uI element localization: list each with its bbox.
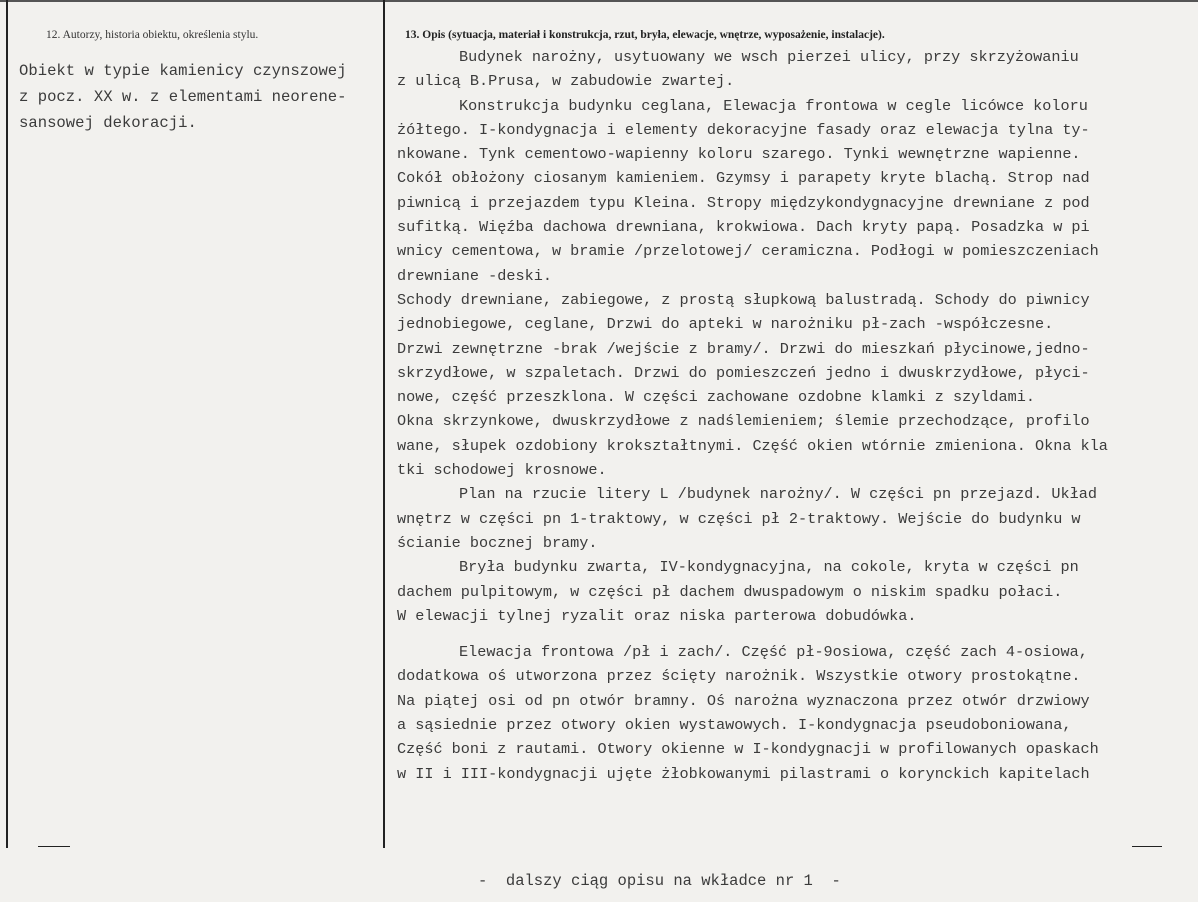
section-13-header: 13. Opis (sytuacja, materiał i konstrukcja, rzut, bryła, elewacje, wnętrze, wyposażenie, instalacje).	[405, 29, 885, 41]
bottom-rule-left	[38, 846, 70, 847]
text-line: ścianie bocznej bramy.	[397, 533, 598, 552]
text-line: Okna skrzynkowe, dwuskrzydłowe z nadślemieniem; ślemie przechodzące, profilo	[397, 412, 1090, 431]
text-line: drewniane -deski.	[397, 266, 552, 285]
text-line: piwnicą i przejazdem typu Kleina. Stropy międzykondygnacyjne drewniane z pod	[397, 193, 1090, 212]
text-line: dodatkowa oś utworzona przez ścięty narożnik. Wszystkie otwory prostokątne.	[397, 667, 1081, 686]
text-line: z ulicą B.Prusa, w zabudowie zwartej.	[397, 72, 735, 91]
text-line: nkowane. Tynk cementowo-wapienny koloru szarego. Tynki wewnętrzne wapienne.	[397, 145, 1081, 164]
paragraph-gap	[397, 628, 1197, 640]
left-border	[6, 0, 8, 848]
continuation-note: - dalszy ciąg opisu na wkładce nr 1 -	[478, 872, 841, 890]
column-divider	[383, 0, 385, 848]
text-line: skrzydłowe, w szpaletach. Drzwi do pomieszczeń jedno i dwuskrzydłowe, płyci-	[397, 363, 1090, 382]
text-line: żółtego. I-kondygnacja i elementy dekoracyjne fasady oraz elewacja tylna ty-	[397, 120, 1090, 139]
text-line: wnętrz w części pn 1-traktowy, w części pł 2-traktowy. Wejście do budynku w	[397, 509, 1081, 528]
section-12-body	[19, 58, 381, 136]
text-line: wane, słupek ozdobiony krokształtnymi. Część okien wtórnie zmieniona. Okna kla	[397, 436, 1108, 455]
bottom-rule-right	[1132, 846, 1162, 847]
text-line: wnicy cementowa, w bramie /przelotowej/ ceramiczna. Podłogi w pomieszczeniach	[397, 242, 1099, 261]
section-13-body	[397, 45, 1197, 786]
text-line: Na piątej osi od pn otwór bramny. Oś narożna wyznaczona przez otwór drzwiowy	[397, 691, 1090, 710]
text-line: Bryła budynku zwarta, IV-kondygnacyjna, na cokole, kryta w części pn	[459, 558, 1079, 577]
text-line: Cokół obłożony ciosanym kamieniem. Gzymsy i parapety kryte blachą. Strop nad	[397, 169, 1090, 188]
text-line: Schody drewniane, zabiegowe, z prostą słupkową balustradą. Schody do piwnicy	[397, 290, 1090, 309]
text-line: Część boni z rautami. Otwory okienne w I-kondygnacji w profilowanych opaskach	[397, 740, 1099, 759]
text-line: Drzwi zewnętrzne -brak /wejście z bramy/. Drzwi do mieszkań płycinowe,jedno-	[397, 339, 1090, 358]
text-line: sansowej dekoracji.	[19, 114, 197, 132]
text-line: a sąsiednie przez otwory okien wystawowych. I-kondygnacja pseudoboniowana,	[397, 716, 1072, 735]
top-border	[0, 0, 1198, 2]
text-line: W elewacji tylnej ryzalit oraz niska parterowa dobudówka.	[397, 606, 917, 625]
text-line: Konstrukcja budynku ceglana, Elewacja frontowa w cegle licówce koloru	[459, 96, 1088, 115]
text-line: w II i III-kondygnacji ujęte żłobkowanymi pilastrami o korynckich kapitelach	[397, 764, 1090, 783]
text-line: Obiekt w typie kamienicy czynszowej	[19, 62, 347, 80]
text-line: sufitką. Więźba dachowa drewniana, krokwiowa. Dach kryty papą. Posadzka w pi	[397, 218, 1090, 237]
text-line: nowe, część przeszklona. W części zachowane ozdobne klamki z szyldami.	[397, 388, 1035, 407]
text-line: jednobiegowe, ceglane, Drzwi do apteki w narożniku pł-zach -współczesne.	[397, 315, 1054, 334]
text-line: tki schodowej krosnowe.	[397, 461, 607, 480]
text-line: Budynek narożny, usytuowany we wsch pierzei ulicy, przy skrzyżowaniu	[459, 48, 1079, 66]
section-12-header: 12. Autorzy, historia obiektu, określenia stylu.	[46, 29, 259, 41]
text-line: Elewacja frontowa /pł i zach/. Część pł-9osiowa, część zach 4-osiowa,	[459, 643, 1088, 662]
text-line: dachem pulpitowym, w części pł dachem dwuspadowym o niskim spadku połaci.	[397, 582, 1063, 601]
text-line: Plan na rzucie litery L /budynek narożny/. W części pn przejazd. Układ	[459, 485, 1097, 504]
text-line: z pocz. XX w. z elementami neorene-	[19, 88, 347, 106]
